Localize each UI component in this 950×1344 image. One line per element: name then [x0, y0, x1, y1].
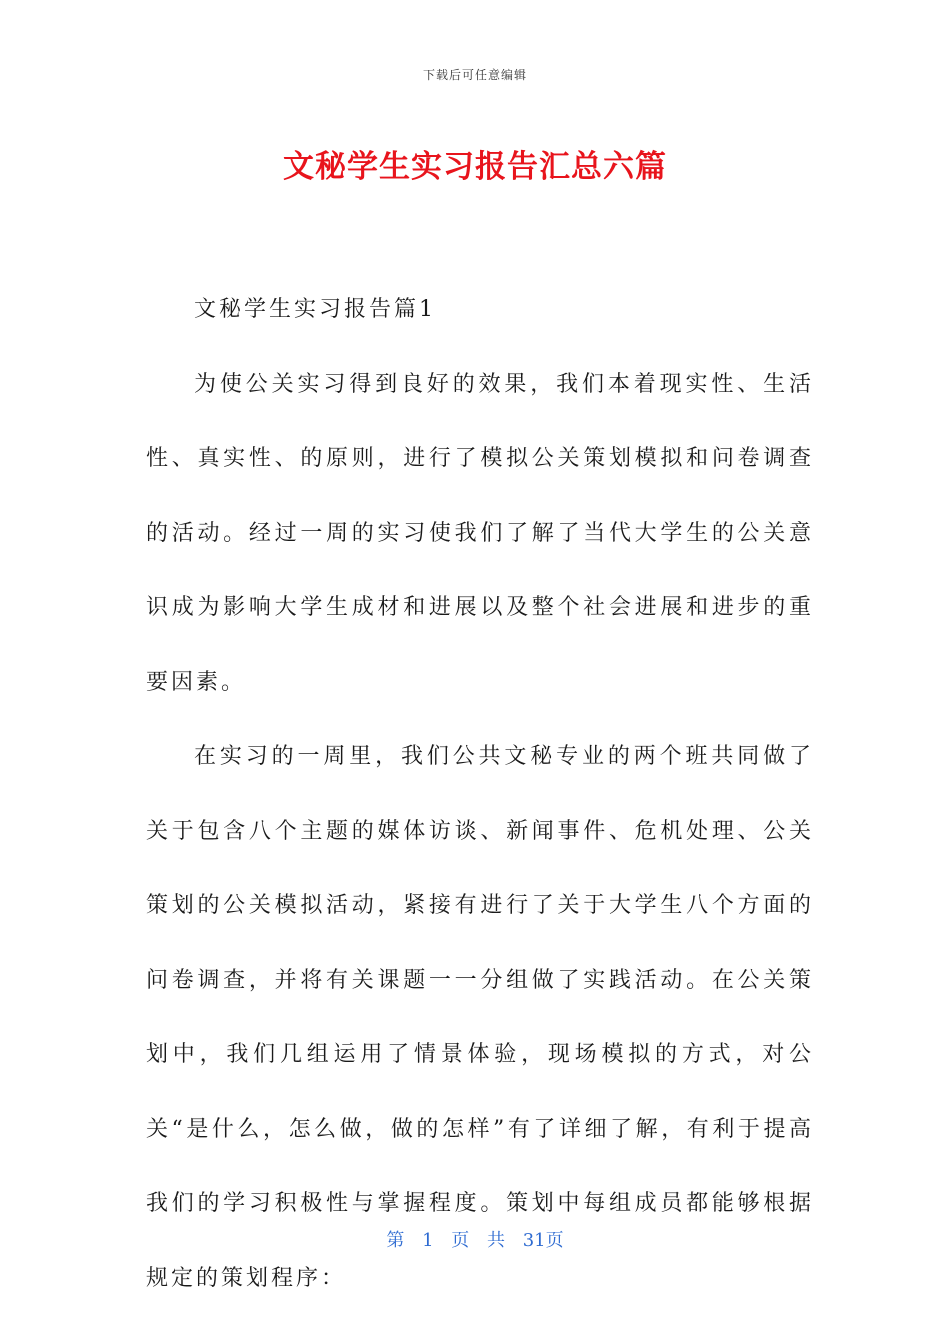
footer-label-unit: 页	[451, 1230, 470, 1251]
footer-total-pages: 31页	[522, 1230, 564, 1251]
paragraph-2: 在实习的一周里，我们公共文秘专业的两个班共同做了关于包含八个主题的媒体访谈、新闻事件、危机处理、公关策划的公关模拟活动，紧接有进行了关于大学生八个方面的问卷调查，并将有关课题一一分组做了实践活动。在公关策划中，我们几组运用了情景体验，现场模拟的方式，对公关“是什么，怎么做，做的怎样”有了详细了解，有利于提高我们的学习积极性与掌握程度。策划中每组成员都能够根据规定的策划程序：	[146, 744, 814, 1291]
footer-label-total: 共	[487, 1230, 505, 1251]
document-body	[146, 273, 814, 1316]
paragraph-1: 为使公关实习得到良好的效果，我们本着现实性、生活性、真实性、的原则，进行了模拟公关策划模拟和问卷调查的活动。经过一周的实习使我们了解了当代大学生的公关意识成为影响大学生成材和进展以及整个社会进展和进步的重要因素。	[146, 371, 814, 695]
footer-label-page: 第	[386, 1230, 405, 1251]
section-heading: 文秘学生实习报告篇1	[194, 297, 436, 322]
header-note: 下载后可任意编辑	[422, 68, 527, 82]
page-footer	[0, 1226, 950, 1252]
footer-current-page: 1	[422, 1230, 434, 1251]
document-title: 文秘学生实习报告汇总六篇	[283, 149, 667, 185]
